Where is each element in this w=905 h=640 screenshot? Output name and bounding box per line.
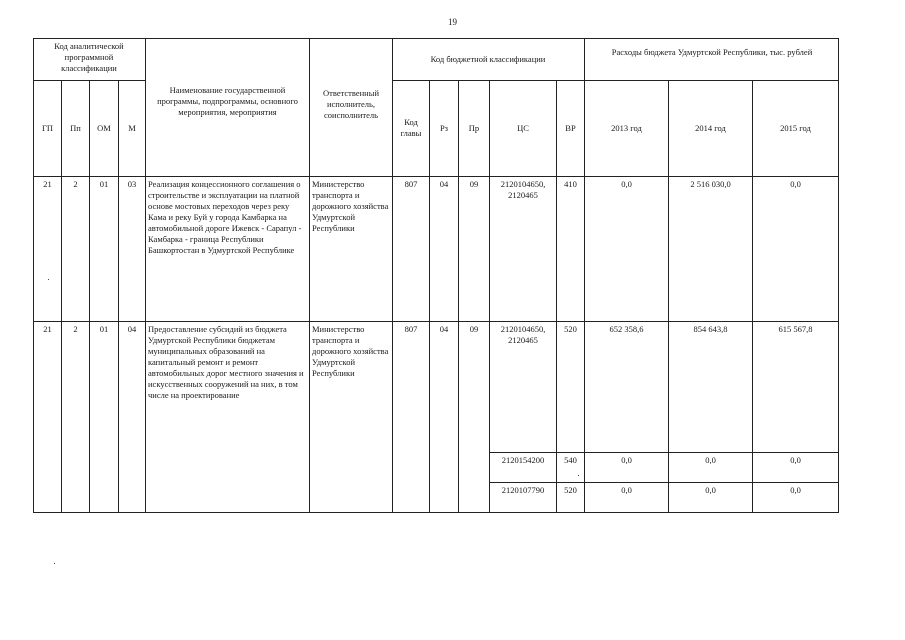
subrow-2-cs: 2120107790 [501,485,545,495]
header-vr: ВР [565,123,576,133]
row-1-rz: 04 [439,179,449,189]
row-1-m: 03 [127,179,137,189]
table-line [752,80,753,513]
row-2-om: 01 [99,324,109,334]
subrow-1-y2014: 0,0 [705,455,716,465]
row-1-y2013: 0,0 [621,179,632,189]
header-group-analytic: Код аналитической программной классификации [54,41,124,73]
table-line [584,38,585,513]
row-1-kod-glavy: 807 [404,179,418,189]
row-1-cs: 2120104650, 2120465 [500,179,546,200]
row-1-om: 01 [99,179,109,189]
row-2-cs: 2120104650, 2120465 [500,324,546,345]
table-line [489,452,838,453]
subrow-1-cs: 2120154200 [501,455,545,465]
header-year-2013: 2013 год [611,123,642,133]
table-line [33,321,838,322]
table-line [145,38,146,513]
header-cs: ЦС [517,123,529,133]
header-om: ОМ [97,123,111,133]
header-name: Наименование государственной программы, подпрограммы, основного мероприятия, мероприятия [157,85,298,117]
subrow-2-y2015: 0,0 [790,485,801,495]
row-2-y2015: 615 567,8 [778,324,813,334]
page-number: 19 [448,17,457,27]
subrow-2-y2013: 0,0 [621,485,632,495]
header-year-2014: 2014 год [695,123,726,133]
table-border-right [838,38,839,513]
row-2-y2013: 652 358,6 [609,324,644,334]
row-1-name: Реализация концессионного соглашения о строительстве и эксплуатации на платной основе мостовых переходов через реку Кама и реку Буй у города Камбарка на автомобильной дороге Ижевск - Сарапул - Камбарка - граница Республики Башкортостан в Удмуртской Республике [148,179,302,255]
header-m: М [128,123,136,133]
row-2-name: Предоставление субсидий из бюджета Удмуртской Республики бюджетам муниципальных образований на капитальный ремонт и ремонт автомобильных дорог местного значения и искусственных сооружений на них, в том числе на проектирование [148,324,304,400]
header-group-budget: Код бюджетной классификации [430,54,546,64]
header-gp: ГП [41,123,54,133]
header-pp: Пп [70,123,81,133]
table-border-bottom [33,512,838,513]
row-2-gp: 21 [43,324,52,334]
row-1-responsible: Министерство транспорта и дорожного хозяйства Удмуртской Республики [312,179,389,233]
table-line [668,80,669,513]
row-1-y2014: 2 516 030,0 [690,179,731,189]
subrow-2-vr: 520 [564,485,577,495]
row-2-vr: 520 [564,324,577,334]
subrow-1-y2013: 0,0 [621,455,632,465]
row-2-m: 04 [127,324,137,334]
row-2-kod-glavy: 807 [404,324,418,334]
table-line [33,176,838,177]
table-border-left [33,38,34,513]
table-line [489,80,490,513]
scan-speck [48,279,49,280]
table-line [489,482,838,483]
table-line [89,80,90,513]
row-2-pr: 09 [469,324,479,334]
table-line [429,80,430,513]
table-line [458,80,459,513]
scan-speck [54,563,55,564]
scan-speck [578,475,579,476]
table-border-top [33,38,838,39]
subrow-2-y2014: 0,0 [705,485,716,495]
row-1-vr: 410 [564,179,577,189]
row-1-pp: 2 [73,179,78,189]
table-line [61,80,62,513]
subrow-1-vr: 540 [564,455,577,465]
table-line [309,38,310,513]
row-2-y2014: 854 643,8 [693,324,728,334]
row-2-rz: 04 [439,324,449,334]
header-group-expenses: Расходы бюджета Удмуртской Республики, тыс. рублей [611,47,813,57]
row-2-responsible: Министерство транспорта и дорожного хозяйства Удмуртской Республики [312,324,389,378]
row-2-pp: 2 [73,324,78,334]
header-responsible: Ответственный исполнитель, соисполнитель [323,88,379,120]
table-line [392,38,393,513]
row-1-gp: 21 [43,179,52,189]
header-year-2015: 2015 год [780,123,811,133]
table-line [556,80,557,513]
subrow-1-y2015: 0,0 [790,455,801,465]
row-1-pr: 09 [469,179,479,189]
header-rz: Рз [439,123,449,133]
row-1-y2015: 0,0 [790,179,801,189]
header-pr: Пр [468,123,480,133]
header-kod-glavy: Код главы [400,117,422,138]
table-line [118,80,119,513]
